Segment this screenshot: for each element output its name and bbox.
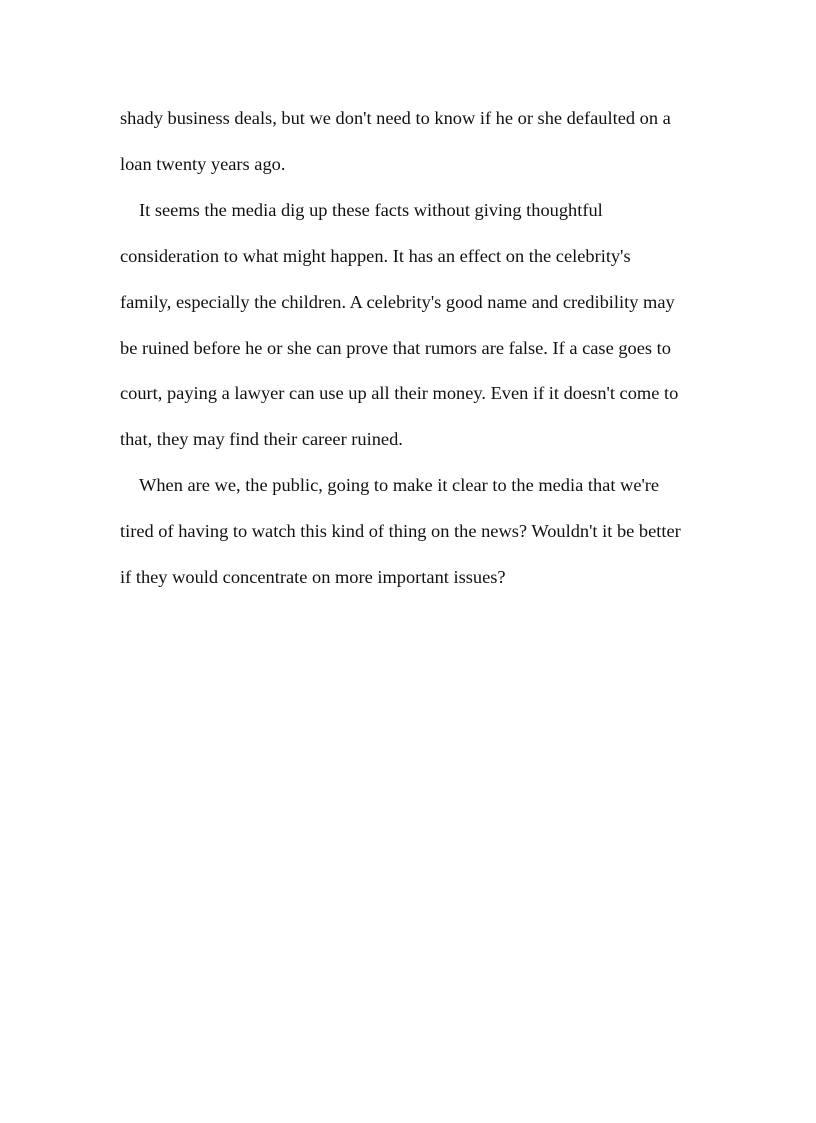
text-line: if they would concentrate on more important issues?	[120, 567, 506, 588]
text-line: It seems the media dig up these facts without giving thoughtful	[139, 199, 603, 220]
text-line: When are we, the public, going to make it clear to the media that we're	[139, 475, 660, 496]
text-line: tired of having to watch this kind of thing on the news? Wouldn't it be better	[120, 521, 681, 542]
text-line: court, paying a lawyer can use up all their money. Even if it doesn't come to	[120, 383, 679, 404]
text-line: that, they may find their career ruined.	[120, 429, 403, 450]
text-line: family, especially the children. A celebrity's good name and credibility may	[120, 291, 675, 312]
text-line: be ruined before he or she can prove that rumors are false. If a case goes to	[120, 337, 671, 358]
paragraph-conclusion	[120, 463, 720, 601]
paragraph-media-effects	[120, 188, 720, 463]
text-line: loan twenty years ago.	[120, 153, 286, 174]
text-line: consideration to what might happen. It has an effect on the celebrity's	[120, 245, 631, 266]
text-line: shady business deals, but we don't need to know if he or she defaulted on a	[120, 108, 671, 128]
paragraph-continuation	[120, 96, 720, 188]
body-text	[120, 96, 720, 601]
